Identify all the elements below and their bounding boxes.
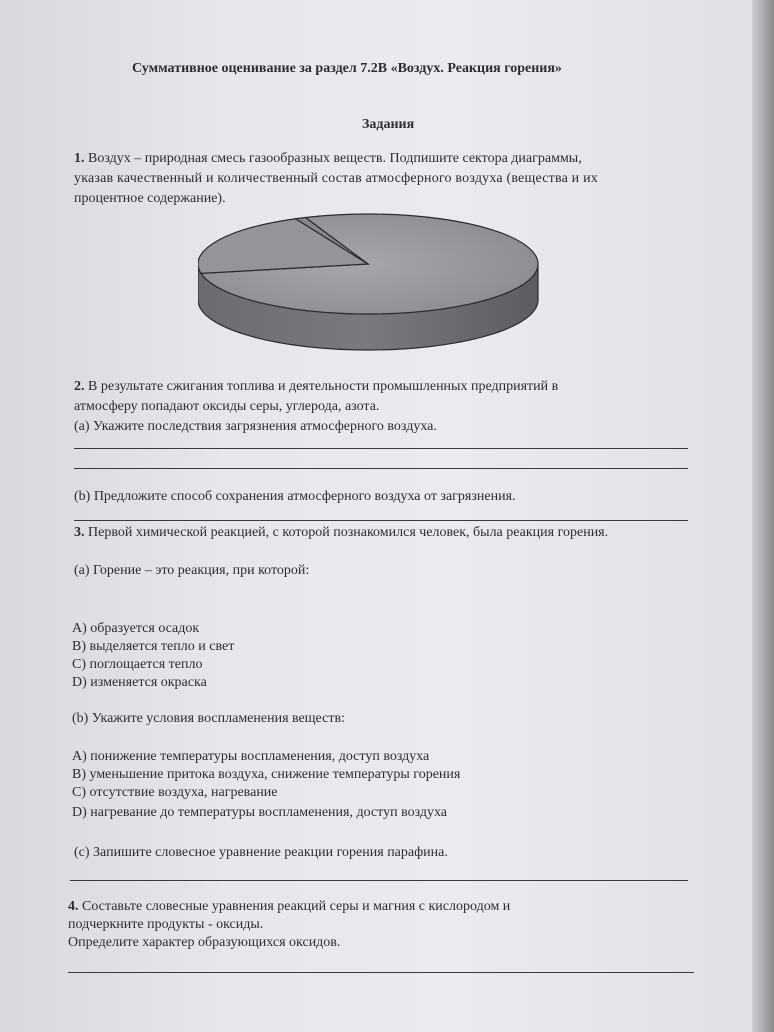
q3c-prompt: (c) Запишите словесное уравнение реакции горения парафина. [74, 845, 448, 860]
q3-number: 3. [74, 525, 85, 540]
q4-line2: подчеркните продукты - оксиды. [68, 917, 264, 932]
q2-line1 [74, 378, 558, 396]
q3b-option-b[interactable]: В) уменьшение притока воздуха, снижение температуры горения [72, 767, 461, 782]
page-edge-shadow [752, 0, 774, 1032]
q2a-prompt: (а) Укажите последствия загрязнения атмосферного воздуха. [74, 419, 437, 434]
q2a-answer-line-1[interactable] [74, 448, 688, 449]
q3a-prompt: (а) Горение – это реакция, при которой: [74, 563, 310, 578]
q2b-prompt: (b) Предложите способ сохранения атмосферного воздуха от загрязнения. [74, 489, 516, 504]
q2a-answer-line-2[interactable] [74, 468, 688, 469]
section-heading: Задания [362, 117, 415, 132]
air-composition-pie-chart [198, 212, 548, 357]
q3a-option-a[interactable]: А) образуется осадок [72, 621, 200, 636]
q2b-answer-line[interactable] [74, 520, 688, 521]
document-title: Суммативное оценивание за раздел 7.2В «Воздух. Реакция горения» [132, 61, 562, 76]
q3-text: Первой химической реакцией, с которой познакомился человек, была реакция горения. [88, 525, 609, 540]
q2-number: 2. [74, 379, 85, 394]
q3b-option-a[interactable]: А) понижение температуры воспламенения, доступ воздуха [72, 749, 430, 764]
q1-line1 [74, 150, 582, 168]
q3a-option-b[interactable]: В) выделяется тепло и свет [72, 639, 235, 654]
q2-text-1: В результате сжигания топлива и деятельности промышленных предприятий в [88, 379, 559, 394]
q4-line3: Определите характер образующихся оксидов. [68, 935, 341, 950]
q3b-option-c[interactable]: С) отсутствие воздуха, нагревание [72, 785, 278, 800]
q2-line2: атмосферу попадают оксиды серы, углерода, азота. [74, 399, 380, 414]
q3-line1 [74, 524, 608, 542]
q4-number: 4. [68, 899, 79, 914]
q1-text-1: Воздух – природная смесь газообразных веществ. Подпишите сектора диаграммы, [88, 151, 582, 166]
q3b-prompt: (b) Укажите условия воспламенения веществ: [72, 711, 345, 726]
q4-answer-line[interactable] [68, 972, 694, 973]
q4-text-1: Составьте словесные уравнения реакций серы и магния с кислородом и [82, 899, 511, 914]
q1-line3: процентное содержание). [74, 191, 226, 206]
q3a-option-d[interactable]: D) изменяется окраска [72, 675, 207, 690]
q3a-option-c[interactable]: С) поглощается тепло [72, 657, 203, 672]
q3c-answer-line[interactable] [70, 880, 688, 881]
q4-line1 [68, 898, 510, 916]
q1-number: 1. [74, 151, 85, 166]
q3b-option-d[interactable]: D) нагревание до температуры воспламенения, доступ воздуха [72, 805, 448, 820]
q1-line2: указав качественный и количественный состав атмосферного воздуха (вещества и их [74, 171, 598, 186]
